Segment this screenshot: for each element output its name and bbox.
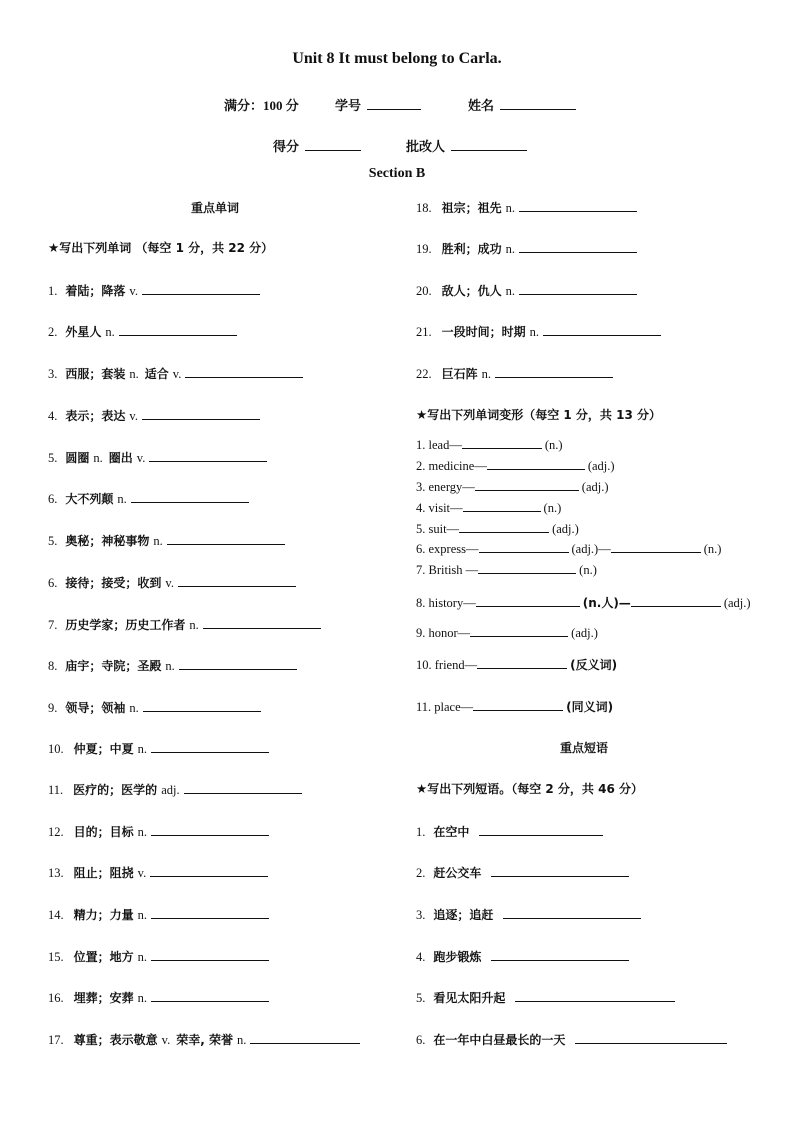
answer-blank[interactable] (475, 479, 579, 491)
item-chinese: 目的；目标 (73, 825, 134, 839)
answer-blank[interactable] (503, 907, 641, 919)
word-item (48, 282, 260, 299)
word-item (48, 864, 268, 881)
answer-blank[interactable] (167, 533, 285, 545)
word-form-item (416, 541, 721, 557)
item-pos: n. (117, 492, 127, 506)
answer-blank[interactable] (142, 408, 260, 420)
item-pos-2: v. (136, 451, 146, 465)
word-item (48, 490, 249, 507)
phrase-item (416, 864, 629, 881)
form-hint: (adj.) (552, 522, 579, 536)
right-task2: 写出下列单词变形（每空 1 分，共 13 分） (427, 408, 661, 422)
word-item (48, 989, 269, 1006)
item-number: 2. (416, 866, 426, 880)
word-form-item (416, 437, 563, 453)
item-pos: n. (105, 325, 115, 339)
item-chinese: 仲夏；中夏 (73, 742, 134, 756)
item-number: 11. (48, 783, 64, 797)
item-number: 6. (48, 492, 58, 506)
item-pos: v. (165, 576, 174, 590)
item-chinese: 医疗的；医学的 (73, 783, 158, 797)
phrase-chinese: 看见太阳升起 (433, 991, 506, 1005)
answer-blank[interactable] (479, 824, 603, 836)
item-chinese: 圆圈 (65, 451, 90, 465)
word-item (416, 365, 613, 382)
item-number: 8. (48, 659, 58, 673)
item-pos: v. (129, 409, 138, 423)
student-no-field[interactable] (335, 95, 421, 114)
item-pos: n. (505, 242, 516, 256)
item-chinese: 巨石阵 (441, 367, 478, 381)
answer-blank[interactable] (151, 824, 269, 836)
phrase-chinese: 跑步锻炼 (433, 950, 482, 964)
item-number: 4. (48, 409, 58, 423)
answer-blank[interactable] (459, 521, 549, 533)
word-form-item (416, 594, 751, 611)
item-pos: n. (505, 284, 516, 298)
phrase-item (416, 989, 675, 1006)
answer-blank[interactable] (151, 990, 269, 1002)
student-no-label: 学号 (335, 98, 362, 113)
phrase-chinese: 在一年中白昼最长的一天 (433, 1033, 566, 1047)
item-number: 18. (416, 201, 432, 215)
form-prompt: 9. honor— (416, 626, 471, 640)
word-item (416, 323, 661, 340)
item-number: 2. (48, 325, 58, 339)
word-item (48, 574, 296, 591)
form-hint: (n.) (544, 438, 563, 452)
item-number: 22. (416, 367, 432, 381)
name-blank[interactable] (500, 97, 576, 110)
worksheet-title: Unit 8 It must belong to Carla. (292, 50, 502, 67)
form-hint: (adj.) (571, 626, 598, 640)
phrase-item (416, 948, 629, 965)
star-icon: ★ (416, 407, 428, 422)
answer-blank[interactable] (479, 541, 569, 553)
item-number: 16. (48, 991, 64, 1005)
item-pos: n. (529, 325, 540, 339)
word-form-item (416, 500, 561, 516)
word-form-item (416, 656, 617, 673)
item-pos: n. (137, 742, 148, 756)
item-pos: v. (137, 866, 147, 880)
word-item (48, 948, 269, 965)
answer-blank[interactable] (142, 283, 260, 295)
student-no-blank[interactable] (367, 97, 421, 110)
answer-blank[interactable] (179, 658, 297, 670)
answer-blank[interactable] (543, 324, 661, 336)
answer-blank[interactable] (495, 366, 613, 378)
form-prompt: 1. lead— (416, 438, 462, 452)
item-chinese: 表示；表达 (65, 409, 126, 423)
item-chinese: 祖宗；祖先 (441, 201, 502, 215)
right-task3: 写出下列短语。（每空 2 分，共 46 分） (427, 782, 643, 796)
form-hint: (反义词) (570, 658, 618, 672)
full-score-label (224, 95, 299, 114)
item-pos: n. (137, 991, 148, 1005)
item-chinese: 胜利；成功 (441, 242, 502, 256)
right-task2-line (416, 406, 661, 423)
item-chinese: 历史学家；历史工作者 (65, 618, 186, 632)
word-item (416, 240, 637, 257)
item-pos: n. (137, 908, 148, 922)
answer-blank[interactable] (185, 366, 303, 378)
grader-field[interactable] (406, 136, 527, 155)
item-chinese: 位置；地方 (73, 950, 134, 964)
item-pos: n. (129, 701, 139, 715)
item-pos: v. (129, 284, 138, 298)
grader-label: 批改人 (406, 139, 446, 154)
answer-blank[interactable] (184, 782, 302, 794)
word-item (48, 906, 269, 923)
name-label: 姓名 (468, 98, 495, 113)
item-number: 3. (416, 908, 426, 922)
star-icon: ★ (48, 240, 60, 255)
word-item (48, 823, 269, 840)
item-number: 15. (48, 950, 64, 964)
item-pos-2: v. (172, 367, 182, 381)
word-item (48, 616, 321, 633)
phrase-chinese: 追逐；追赶 (433, 908, 494, 922)
answer-blank[interactable] (519, 241, 637, 253)
item-number: 17. (48, 1033, 64, 1047)
form-prompt: 5. suit— (416, 522, 460, 536)
form-prompt: 10. friend— (416, 658, 478, 672)
item-chinese-2: 荣幸, 荣誉 (176, 1033, 233, 1047)
item-chinese: 一段时间；时期 (441, 325, 526, 339)
answer-blank[interactable] (149, 450, 267, 462)
item-pos: n. (137, 950, 148, 964)
form-prompt: 4. visit— (416, 501, 463, 515)
item-pos: n. (165, 659, 175, 673)
answer-blank[interactable] (119, 324, 237, 336)
item-chinese: 着陆；降落 (65, 284, 126, 298)
form-prompt: 2. medicine— (416, 459, 487, 473)
item-pos: n. (129, 367, 139, 381)
word-item (416, 199, 637, 216)
word-item (48, 532, 285, 549)
item-number: 12. (48, 825, 64, 839)
form-hint-2: (adj.) (723, 596, 751, 610)
item-pos: adj. (161, 783, 180, 797)
item-chinese-2: 适合 (144, 367, 169, 381)
answer-blank[interactable] (463, 500, 541, 512)
form-hint: (n.) (543, 501, 562, 515)
score-blank[interactable] (305, 138, 361, 151)
item-number: 21. (416, 325, 432, 339)
score-label: 得分 (273, 139, 300, 154)
item-number: 7. (48, 618, 58, 632)
form-hint: (adj.) (587, 459, 615, 473)
answer-blank[interactable] (515, 990, 675, 1002)
item-pos: v. (161, 1033, 171, 1047)
form-hint: (adj.) (581, 480, 609, 494)
answer-blank[interactable] (476, 595, 580, 607)
form-hint: (n.) (579, 563, 597, 577)
score-field[interactable] (273, 136, 361, 155)
item-chinese: 西服；套装 (65, 367, 126, 381)
answer-blank[interactable] (478, 562, 576, 574)
item-pos: n. (137, 825, 148, 839)
word-item (48, 1031, 360, 1048)
word-item (48, 657, 297, 674)
item-pos: n. (153, 534, 163, 548)
item-number: 10. (48, 742, 64, 756)
item-chinese: 精力；力量 (73, 908, 134, 922)
answer-blank[interactable] (491, 949, 629, 961)
word-item (48, 740, 269, 757)
phrase-item (416, 1031, 727, 1048)
word-item (48, 323, 237, 340)
answer-blank[interactable] (575, 1032, 727, 1044)
item-chinese: 接待；接受；收到 (65, 576, 162, 590)
form-prompt: 7. British — (416, 563, 479, 577)
answer-blank[interactable] (178, 575, 296, 587)
answer-blank[interactable] (487, 458, 585, 470)
item-number: 5. (48, 451, 58, 465)
form-prompt: 6. express— (416, 542, 479, 556)
left-task-line (48, 239, 273, 256)
item-pos-2: n. (236, 1033, 247, 1047)
word-item (48, 699, 261, 716)
word-form-item (416, 698, 613, 715)
answer-blank[interactable] (473, 699, 563, 711)
word-item (48, 365, 303, 382)
item-number: 3. (48, 367, 58, 381)
form-hint-2: (n.) (703, 542, 722, 556)
item-number: 4. (416, 950, 426, 964)
word-item (416, 282, 637, 299)
item-chinese: 尊重；表示敬意 (73, 1033, 158, 1047)
phrase-chinese: 在空中 (433, 825, 470, 839)
answer-blank[interactable] (131, 491, 249, 503)
form-prompt: 8. history— (416, 596, 476, 610)
left-heading: 重点单词 (191, 201, 240, 215)
word-form-item (416, 521, 579, 537)
word-form-item (416, 562, 597, 578)
answer-blank[interactable] (470, 625, 568, 637)
left-task: 写出下列单词 （每空 1 分，共 22 分） (59, 241, 274, 255)
answer-blank[interactable] (151, 907, 269, 919)
word-form-item (416, 458, 615, 474)
item-number: 20. (416, 284, 432, 298)
answer-blank[interactable] (462, 437, 542, 449)
item-number: 5. (48, 534, 58, 548)
answer-blank[interactable] (491, 865, 629, 877)
item-chinese-2: 圈出 (108, 451, 133, 465)
answer-blank[interactable] (519, 200, 637, 212)
answer-blank[interactable] (519, 283, 637, 295)
form-hint: (adj.)— (571, 542, 611, 556)
form-hint: (同义词) (566, 700, 614, 714)
form-hint: (n.人)— (582, 596, 631, 610)
item-chinese: 埋葬；安葬 (73, 991, 134, 1005)
word-item (48, 449, 267, 466)
item-number: 19. (416, 242, 432, 256)
item-chinese: 领导；领袖 (65, 701, 126, 715)
answer-blank[interactable] (611, 541, 701, 553)
item-chinese: 阻止；阻挠 (73, 866, 134, 880)
item-chinese: 外星人 (65, 325, 102, 339)
answer-blank[interactable] (250, 1032, 360, 1044)
item-chinese: 奥秘；神秘事物 (65, 534, 150, 548)
item-number: 6. (416, 1033, 426, 1047)
item-pos: n. (93, 451, 103, 465)
item-number: 13. (48, 866, 64, 880)
item-pos: n. (189, 618, 199, 632)
phrase-item (416, 823, 603, 840)
full-score-text: 满分：100 分 (224, 98, 299, 113)
item-number: 1. (48, 284, 58, 298)
answer-blank[interactable] (151, 741, 269, 753)
phrase-item (416, 906, 641, 923)
item-pos: n. (505, 201, 516, 215)
section-title: Section B (368, 166, 426, 181)
grader-blank[interactable] (451, 138, 527, 151)
word-form-item (416, 479, 609, 495)
right-task3-line (416, 780, 643, 797)
word-item (48, 781, 302, 798)
item-number: 9. (48, 701, 58, 715)
item-number: 14. (48, 908, 64, 922)
answer-blank[interactable] (143, 700, 261, 712)
answer-blank[interactable] (203, 617, 321, 629)
word-item (48, 407, 260, 424)
phrase-chinese: 赶公交车 (433, 866, 482, 880)
answer-blank[interactable] (151, 949, 269, 961)
item-number: 5. (416, 991, 426, 1005)
name-field[interactable] (468, 95, 576, 114)
item-chinese: 庙宇；寺院；圣殿 (65, 659, 162, 673)
form-prompt: 3. energy— (416, 480, 475, 494)
item-chinese: 敌人；仇人 (441, 284, 502, 298)
item-pos: n. (481, 367, 492, 381)
answer-blank[interactable] (477, 657, 567, 669)
answer-blank[interactable] (631, 595, 721, 607)
answer-blank[interactable] (150, 865, 268, 877)
right-heading2: 重点短语 (560, 741, 609, 755)
form-prompt: 11. place— (416, 700, 474, 714)
word-form-item (416, 625, 598, 641)
item-number: 1. (416, 825, 426, 839)
item-number: 6. (48, 576, 58, 590)
star-icon: ★ (416, 781, 428, 796)
item-chinese: 大不列颠 (65, 492, 114, 506)
